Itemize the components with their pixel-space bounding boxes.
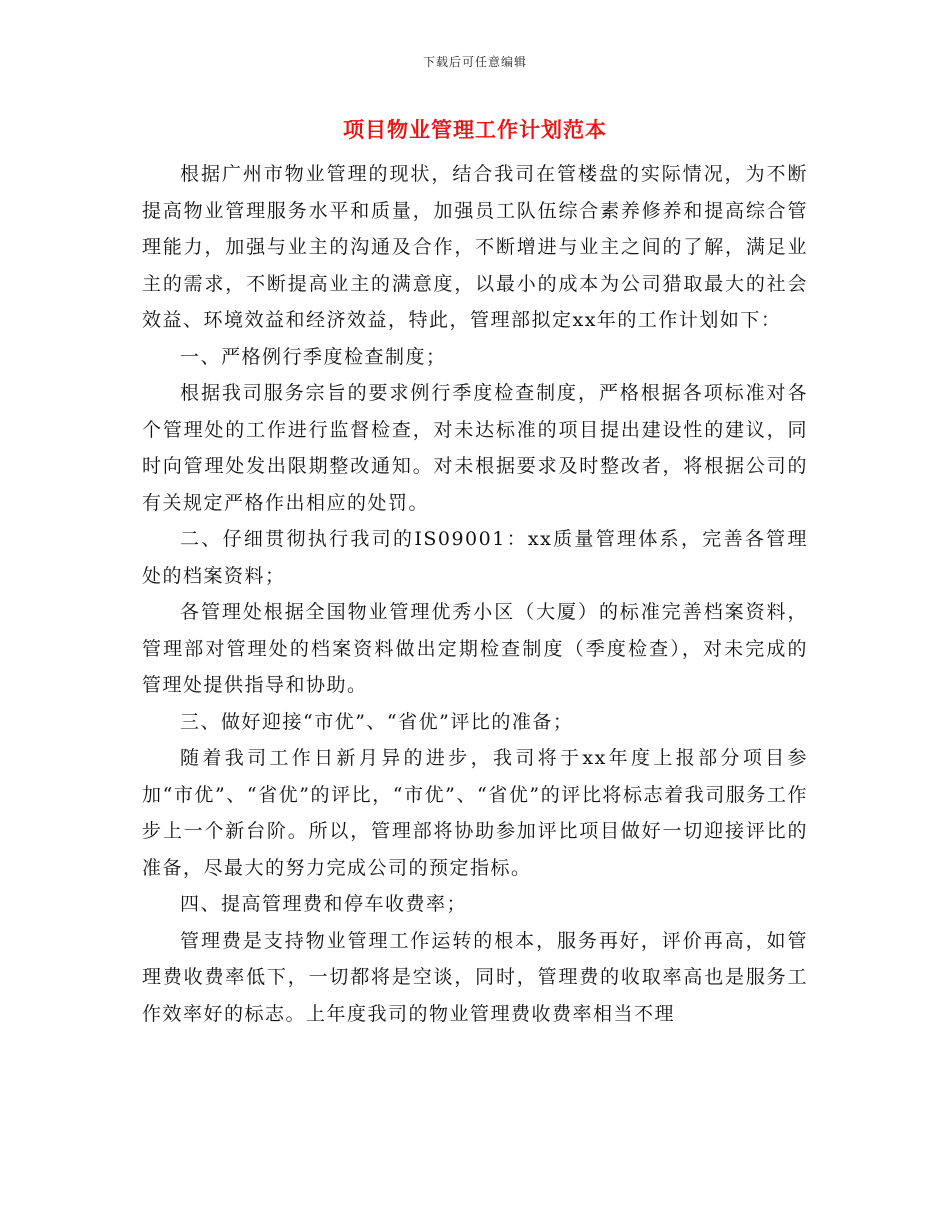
paragraph-section-2: 各管理处根据全国物业管理优秀小区（大厦）的标准完善档案资料，管理部对管理处的档案资料做出定期检查制度（季度检查），对未完成的管理处提供指导和协助。 — [142, 601, 808, 696]
paragraph-section-4: 管理费是支持物业管理工作运转的根本，服务再好，评价再高，如管理费收费率低下，一切都将是空谈，同时，管理费的收取率高也是服务工作效率好的标志。上年度我司的物业管理费收费率相当不理 — [142, 929, 808, 1025]
paragraph-section-1: 根据我司服务宗旨的要求例行季度检查制度，严格根据各项标准对各个管理处的工作进行监督检查，对未达标准的项目提出建设性的建议，同时向管理处发出限期整改通知。对未根据要求及时整改者，将根据公司的有关规定严格作出相应的处罚。 — [142, 382, 808, 514]
section-heading-2: 二、仔细贯彻执行我司的IS09001：xx质量管理体系，完善各管理处的档案资料； — [142, 528, 808, 587]
section-heading-3: 三、做好迎接“市优”、“省优”评比的准备； — [180, 710, 574, 733]
document-body — [142, 156, 808, 1032]
paragraph-section-3: 随着我司工作日新月异的进步，我司将于xx年度上报部分项目参加“市优”、“省优”的评比，“市优”、“省优”的评比将标志着我司服务工作步上一个新台阶。所以，管理部将协助参加评比项目做好一切迎接评比的准备，尽最大的努力完成公司的预定指标。 — [142, 747, 808, 879]
document-title: 项目物业管理工作计划范本 — [343, 118, 607, 142]
section-heading-4: 四、提高管理费和停车收费率； — [180, 893, 468, 915]
paragraph-intro: 根据广州市物业管理的现状，结合我司在管楼盘的实际情况，为不断提高物业管理服务水平和质量，加强员工队伍综合素养修养和提高综合管理能力，加强与业主的沟通及合作，不断增进与业主之间的了解，满足业主的需求，不断提高业主的满意度，以最小的成本为公司猎取最大的社会效益、环境效益和经济效益，特此，管理部拟定xx年的工作计划如下： — [142, 163, 808, 331]
section-heading-1: 一、严格例行季度检查制度； — [180, 345, 447, 368]
page-header: 下载后可任意编辑 — [422, 55, 527, 69]
